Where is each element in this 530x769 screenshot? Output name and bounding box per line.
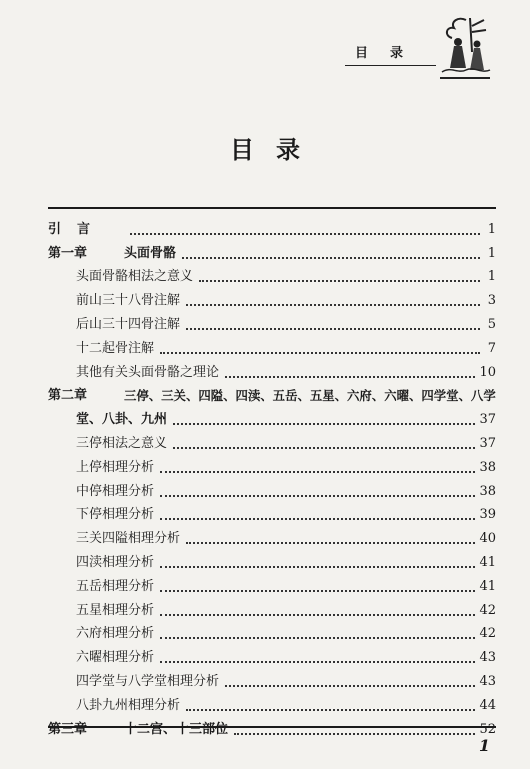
section-title: 其他有关头面骨骼之理论 (76, 364, 220, 380)
toc-entry-section[interactable] (48, 690, 496, 714)
leader-dots (160, 518, 475, 520)
leader-dots (160, 661, 475, 663)
toc-entry-section[interactable] (48, 285, 496, 309)
toc-entry-section[interactable] (48, 642, 496, 666)
section-title: 后山三十四骨注解 (76, 316, 181, 332)
leader-dots (186, 542, 475, 544)
leader-dots (182, 257, 480, 259)
section-title: 六府相理分析 (76, 626, 155, 642)
leader-dots (225, 376, 475, 378)
entry-page: 52 (479, 721, 496, 737)
section-title: 三停相法之意义 (76, 435, 168, 451)
section-title: 下停相理分析 (76, 507, 155, 523)
leader-dots (160, 637, 475, 639)
entry-page: 43 (479, 673, 496, 689)
leader-dots (160, 495, 475, 497)
toc-entry-section[interactable] (48, 523, 496, 547)
page-number: 1 (478, 736, 490, 755)
entry-page: 1 (487, 269, 496, 285)
section-title: 五岳相理分析 (76, 578, 155, 594)
entry-page: 41 (479, 578, 496, 594)
leader-dots (186, 328, 480, 330)
entry-page: 38 (479, 483, 496, 499)
toc-entry-section[interactable] (48, 428, 496, 452)
leader-dots (160, 566, 475, 568)
entry-page: 37 (479, 435, 496, 451)
toc-entry-section[interactable] (48, 619, 496, 643)
toc-entry-section[interactable] (48, 262, 496, 286)
entry-page: 42 (479, 602, 496, 618)
entry-label: 引言 (48, 221, 107, 237)
chapter-title-continued: 堂、八卦、九州 (76, 412, 168, 428)
leader-dots (160, 352, 480, 354)
leader-dots (199, 280, 480, 282)
section-title: 上停相理分析 (76, 459, 155, 475)
leader-dots (225, 685, 475, 687)
entry-page: 37 (479, 412, 496, 428)
toc-entry-section[interactable] (48, 476, 496, 500)
chapter-number: 第一章 (48, 245, 88, 261)
toc-entry-section[interactable] (48, 666, 496, 690)
toc-bottom-rule (48, 726, 496, 728)
leader-dots (173, 447, 475, 449)
scholar-illustration (436, 12, 494, 80)
toc-entry-section[interactable] (48, 500, 496, 524)
running-header: 目录 (355, 46, 426, 61)
leader-dots (173, 423, 475, 425)
section-title: 五星相理分析 (76, 602, 155, 618)
entry-page: 7 (487, 340, 496, 356)
chapter-number: 第三章 (48, 721, 88, 737)
section-title: 头面骨骼相法之意义 (76, 269, 194, 285)
toc-entry-chapter-2[interactable] (48, 381, 496, 429)
section-title: 八卦九州相理分析 (76, 697, 181, 713)
leader-dots (186, 304, 480, 306)
entry-page: 44 (479, 697, 496, 713)
chapter-title: 十二宫、十三部位 (124, 721, 229, 737)
entry-page: 40 (479, 531, 496, 547)
entry-page: 10 (479, 364, 496, 380)
leader-dots (186, 709, 475, 711)
entry-page: 41 (479, 554, 496, 570)
entry-page: 42 (479, 626, 496, 642)
toc-entry-section[interactable] (48, 547, 496, 571)
chapter-title: 头面骨骼 (124, 245, 177, 261)
section-title: 四渎相理分析 (76, 554, 155, 570)
leader-dots (130, 233, 480, 235)
entry-page: 1 (487, 245, 496, 261)
section-title: 三关四隘相理分析 (76, 531, 181, 547)
section-title: 十二起骨注解 (76, 340, 155, 356)
toc-entry-section[interactable] (48, 571, 496, 595)
leader-dots (160, 590, 475, 592)
leader-dots (160, 471, 475, 473)
entry-page: 43 (479, 650, 496, 666)
leader-dots (234, 733, 475, 735)
entry-page: 5 (487, 316, 496, 332)
chapter-title: 三停、三关、四隘、四渎、五岳、五星、六府、六曜、四学堂、八学 (124, 388, 496, 404)
toc-entry-section[interactable] (48, 452, 496, 476)
toc-entry-intro[interactable] (48, 214, 496, 238)
section-title: 前山三十八骨注解 (76, 293, 181, 309)
header-rule (345, 65, 445, 66)
entry-page: 3 (487, 293, 496, 309)
toc-entry-section[interactable] (48, 357, 496, 381)
toc-top-rule (48, 207, 496, 209)
leader-dots (160, 614, 475, 616)
toc-entry-section[interactable] (48, 595, 496, 619)
section-title: 六曜相理分析 (76, 650, 155, 666)
toc-entry-section[interactable] (48, 333, 496, 357)
toc-list (48, 214, 496, 738)
entry-page: 1 (487, 221, 496, 237)
entry-page: 39 (479, 507, 496, 523)
section-title: 四学堂与八学堂相理分析 (76, 673, 220, 689)
toc-entry-section[interactable] (48, 309, 496, 333)
entry-page: 38 (479, 459, 496, 475)
section-title: 中停相理分析 (76, 483, 155, 499)
toc-title: 目录 (230, 136, 322, 164)
chapter-number: 第二章 (48, 388, 88, 404)
toc-entry-chapter-1[interactable] (48, 238, 496, 262)
